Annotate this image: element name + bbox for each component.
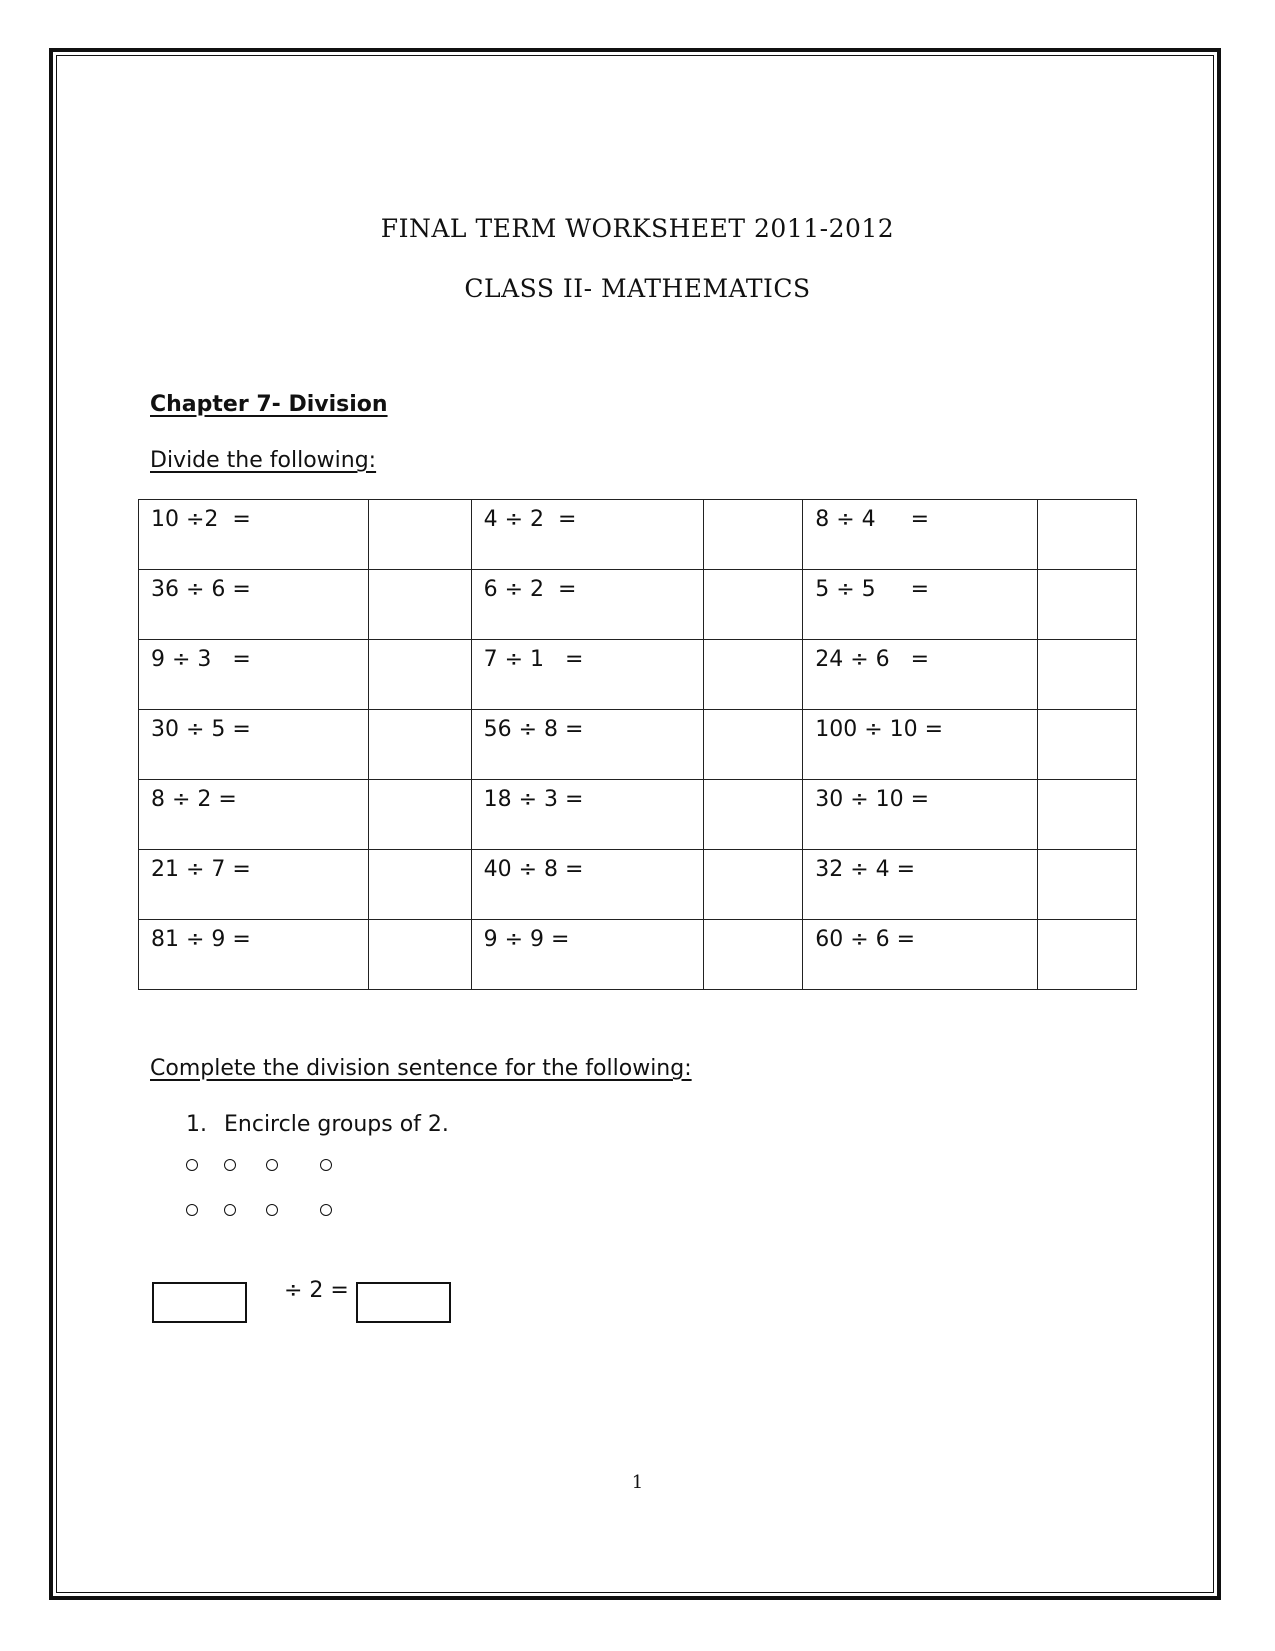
table-row — [139, 710, 1137, 780]
problem-cell: 24 ÷ 6 = — [803, 640, 1038, 710]
dot — [266, 1204, 278, 1216]
problem-cell: 4 ÷ 2 = — [471, 500, 704, 570]
answer-cell[interactable] — [704, 920, 803, 990]
table-row — [139, 920, 1137, 990]
problem-cell: 40 ÷ 8 = — [471, 850, 704, 920]
answer-cell[interactable] — [368, 920, 471, 990]
dot — [320, 1159, 332, 1171]
answer-cell[interactable] — [704, 500, 803, 570]
problem-cell: 21 ÷ 7 = — [139, 850, 369, 920]
table-row — [139, 500, 1137, 570]
dot — [224, 1204, 236, 1216]
divide-instruction: Divide the following: — [150, 448, 377, 473]
question-text: Encircle groups of 2. — [224, 1112, 449, 1137]
problem-cell: 56 ÷ 8 = — [471, 710, 704, 780]
answer-cell[interactable] — [704, 850, 803, 920]
table-row — [139, 570, 1137, 640]
division-table — [138, 499, 1137, 990]
complete-instruction: Complete the division sentence for the following: — [150, 1056, 692, 1081]
chapter-heading: Chapter 7- Division — [150, 392, 388, 417]
answer-cell[interactable] — [1038, 850, 1137, 920]
problem-cell: 100 ÷ 10 = — [803, 710, 1038, 780]
answer-cell[interactable] — [1038, 710, 1137, 780]
answer-cell[interactable] — [368, 850, 471, 920]
problem-cell: 36 ÷ 6 = — [139, 570, 369, 640]
dot — [266, 1159, 278, 1171]
problem-cell: 5 ÷ 5 = — [803, 570, 1038, 640]
answer-cell[interactable] — [1038, 780, 1137, 850]
answer-cell[interactable] — [704, 710, 803, 780]
dot — [186, 1159, 198, 1171]
problem-cell: 32 ÷ 4 = — [803, 850, 1038, 920]
answer-cell[interactable] — [1038, 570, 1137, 640]
problem-cell: 81 ÷ 9 = — [139, 920, 369, 990]
answer-cell[interactable] — [1038, 920, 1137, 990]
dividend-answer-box[interactable] — [152, 1282, 247, 1323]
problem-cell: 6 ÷ 2 = — [471, 570, 704, 640]
dot — [224, 1159, 236, 1171]
problem-cell: 30 ÷ 10 = — [803, 780, 1038, 850]
problem-cell: 7 ÷ 1 = — [471, 640, 704, 710]
problem-cell: 10 ÷2 = — [139, 500, 369, 570]
page-number: 1 — [631, 1472, 644, 1493]
answer-cell[interactable] — [368, 640, 471, 710]
answer-cell[interactable] — [368, 780, 471, 850]
problem-cell: 8 ÷ 4 = — [803, 500, 1038, 570]
worksheet-title: FINAL TERM WORKSHEET 2011-2012 — [380, 214, 895, 243]
question-1 — [186, 1112, 449, 1137]
division-operator: ÷ 2 = — [284, 1278, 349, 1303]
table-row — [139, 850, 1137, 920]
answer-cell[interactable] — [704, 780, 803, 850]
table-row — [139, 640, 1137, 710]
answer-cell[interactable] — [704, 640, 803, 710]
worksheet-subtitle: CLASS II- MATHEMATICS — [464, 274, 811, 303]
question-number: 1. — [186, 1112, 207, 1137]
dot — [186, 1204, 198, 1216]
answer-cell[interactable] — [704, 570, 803, 640]
problem-cell: 60 ÷ 6 = — [803, 920, 1038, 990]
answer-cell[interactable] — [368, 500, 471, 570]
quotient-answer-box[interactable] — [356, 1282, 451, 1323]
answer-cell[interactable] — [1038, 640, 1137, 710]
problem-cell: 8 ÷ 2 = — [139, 780, 369, 850]
answer-cell[interactable] — [368, 570, 471, 640]
problem-cell: 18 ÷ 3 = — [471, 780, 704, 850]
problem-cell: 9 ÷ 3 = — [139, 640, 369, 710]
dot — [320, 1204, 332, 1216]
answer-cell[interactable] — [1038, 500, 1137, 570]
problem-cell: 30 ÷ 5 = — [139, 710, 369, 780]
problem-cell: 9 ÷ 9 = — [471, 920, 704, 990]
table-row — [139, 780, 1137, 850]
answer-cell[interactable] — [368, 710, 471, 780]
